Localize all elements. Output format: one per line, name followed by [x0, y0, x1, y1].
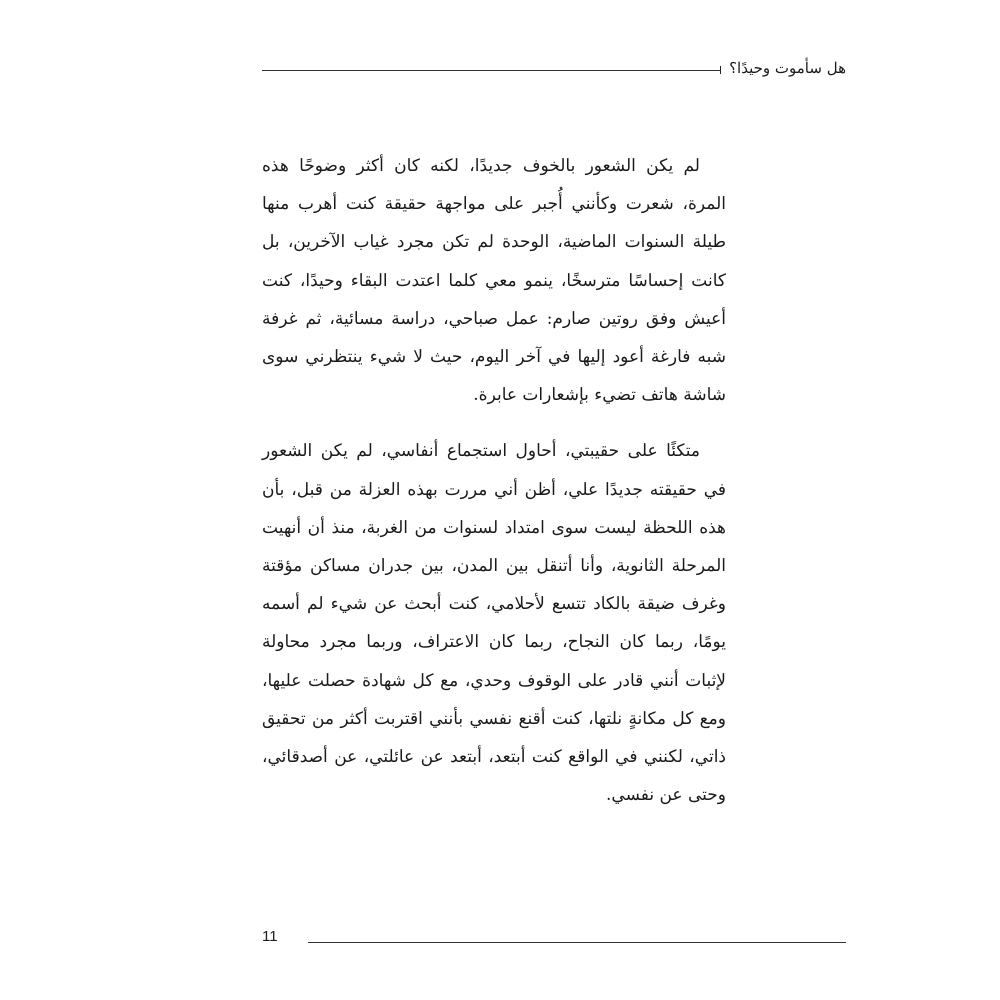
footer-rule — [308, 942, 846, 943]
header-tick-mark — [720, 66, 721, 74]
running-header — [262, 52, 846, 84]
header-rule — [262, 70, 720, 71]
page-body — [262, 147, 726, 814]
page-footer — [262, 924, 846, 948]
page-number: 11 — [262, 927, 278, 945]
paragraph-1: لم يكن الشعور بالخوف جديدًا، لكنه كان أكثر وضوحًا هذه المرة، شعرت وكأنني أُجبر على مواجهة حقيقة كنت أهرب منها طيلة السنوات الماضية، الوحدة لم تكن مجرد غياب الآخرين، بل كانت إحساسًا مترسخًا، ينمو معي كلما اعتدت البقاء وحيدًا، كنت أعيش وفق روتين صارم: عمل صباحي، دراسة مسائية، ثم غرفة شبه فارغة أعود إليها في آخر اليوم، حيث لا شيء ينتظرني سوى شاشة هاتف تضيء بإشعارات عابرة. — [262, 156, 726, 406]
paragraph-2: متكئًا على حقيبتي، أحاول استجماع أنفاسي، لم يكن الشعور في حقيقته جديدًا علي، أظن أني مررت بهذه العزلة من قبل، بأن هذه اللحظة ليست سوى امتداد لسنوات من الغربة، منذ أن أنهيت المرحلة الثانوية، وأنا أتنقل بين المدن، بين جدران مساكن مؤقتة وغرف ضيقة بالكاد تتسع لأحلامي، كنت أبحث عن شيء لم أسمه يومًا، ربما كان النجاح، ربما كان الاعتراف، وربما مجرد محاولة لإثبات أنني قادر على الوقوف وحدي، مع كل شهادة حصلت عليها، ومع كل مكانةٍ نلتها، كنت أقنع نفسي بأنني اقتربت أكثر من تحقيق ذاتي، لكنني في الواقع كنت أبتعد، أبتعد عن عائلتي، عن أصدقائي، وحتى عن نفسي. — [262, 441, 726, 806]
running-title: هل سأموت وحيدًا؟ — [729, 59, 846, 77]
